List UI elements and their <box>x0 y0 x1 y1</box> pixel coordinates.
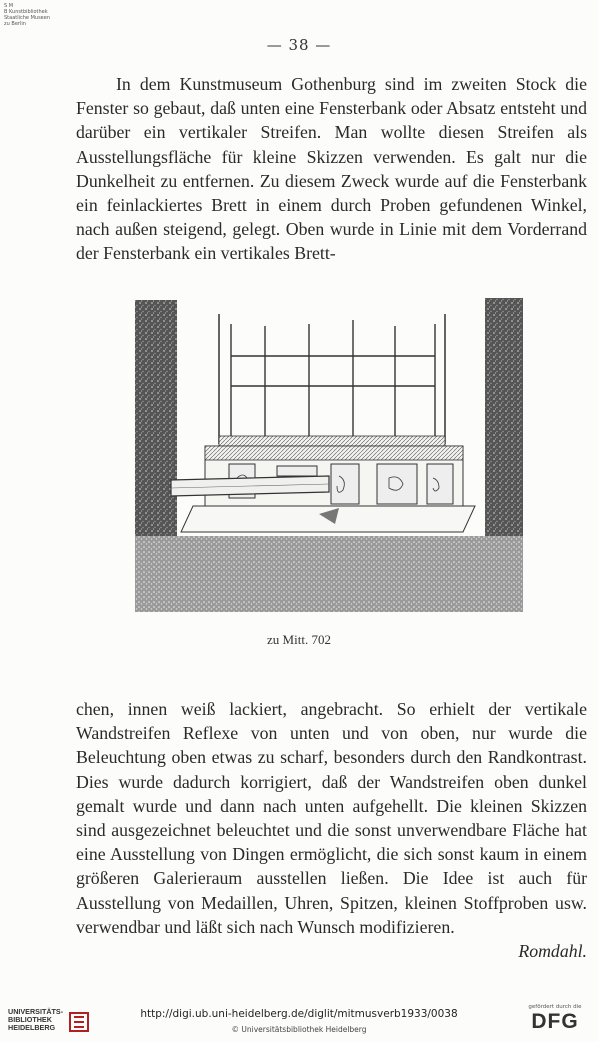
figure-caption: zu Mitt. 702 <box>267 632 331 647</box>
library-name-line: BIBLIOTHEK <box>8 1015 52 1024</box>
paragraph-bottom-text: chen, innen weiß lackiert, angebracht. So erhielt der vertikale Wandstreifen Reflexe von unten und von oben, nur wurde die Beleuchtung oben etwas zu scharf, besonders durch den Randkontrast. Dies wurde dadurch korrigiert, daß der Wandstreifen oben dunkel gemalt wurde und dann nach unten aufgehellt. Die kleinen Skizzen sind ausgezeichnet beleuchtet und die sonst unverwendbare Fläche hat eine Ausstellung von Dingen ermöglicht, die sich sonst kaum in einem größeren Galerieraum ausstellen ließen. Die Idee ist auch für Ausstellung von Medaillen, Uhren, Spitzen, kleinen Stoffproben usw. verwendbar und läßt sich nach Wunsch modifizieren. <box>76 699 587 937</box>
footer-bar <box>0 1000 598 1042</box>
paragraph-top: In dem Kunstmuseum Gothenburg sind im zweiten Stock die Fenster so gebaut, daß unten eine Fensterbank oder Absatz entsteht und darüber ein vertikaler Streifen. Man wollte diesen Streifen als Ausstellungsfläche für kleine Skizzen verwenden. Es galt nur die Dunkelheit zu entfernen. Zu diesem Zweck wurde auf die Fensterbank ein feinlackiertes Brett in einem durch Proben gefundenen Winkel, nach außen steigend, gelegt. Oben wurde in Linie mit dem Vorderrand der Fensterbank ein vertikales Brett- <box>76 74 587 264</box>
dfg-mark: DFG <box>531 1010 579 1033</box>
stamp-line: zu Berlin <box>4 21 26 27</box>
source-url-link[interactable]: http://digi.ub.uni-heidelberg.de/diglit/mitmusverb1933/0038 <box>140 1008 458 1020</box>
stamp-line: B Kunstbibliothek <box>4 9 48 15</box>
paragraph-bottom <box>76 697 587 963</box>
stamp-line: Staatliche Museen <box>4 15 50 21</box>
library-stamp <box>4 3 50 27</box>
copyright-notice: © Universitätsbibliothek Heidelberg <box>231 1025 367 1034</box>
floor <box>135 536 523 612</box>
stamp-line: S M <box>4 3 14 9</box>
library-name-line: HEIDELBERG <box>8 1023 56 1032</box>
library-name-line: UNIVERSITÄTS- <box>8 1007 64 1016</box>
dfg-logo <box>522 1004 588 1040</box>
sponsor-text: gefördert durch die <box>528 1004 582 1010</box>
page-number: — 38 — <box>266 36 332 54</box>
author-signature: Romdahl. <box>518 941 587 962</box>
window-illustration <box>133 296 525 614</box>
